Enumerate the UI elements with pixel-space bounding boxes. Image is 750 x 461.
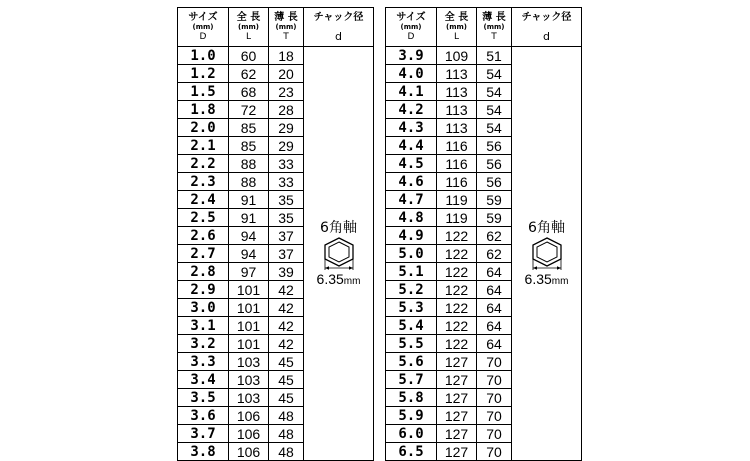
size-cell: 5.6: [386, 353, 437, 371]
size-cell: 3.8: [178, 443, 229, 461]
size-cell: 5.9: [386, 407, 437, 425]
overall-length-cell: 88: [229, 155, 269, 173]
overall-length-cell: 127: [437, 371, 477, 389]
size-cell: 4.2: [386, 101, 437, 119]
overall-length-cell: 62: [229, 65, 269, 83]
overall-length-cell: 119: [437, 209, 477, 227]
thin-length-cell: 62: [477, 245, 512, 263]
size-cell: 5.3: [386, 299, 437, 317]
thin-length-cell: 29: [269, 137, 304, 155]
thin-length-cell: 64: [477, 281, 512, 299]
thin-length-cell: 35: [269, 191, 304, 209]
overall-length-cell: 91: [229, 191, 269, 209]
size-cell: 1.5: [178, 83, 229, 101]
thin-length-cell: 64: [477, 335, 512, 353]
overall-length-cell: 103: [229, 389, 269, 407]
overall-length-cell: 122: [437, 317, 477, 335]
overall-length-cell: 122: [437, 335, 477, 353]
header-size: サイズ (mm) D: [386, 8, 437, 47]
size-cell: 1.0: [178, 47, 229, 65]
size-cell: 6.0: [386, 425, 437, 443]
thin-length-cell: 54: [477, 83, 512, 101]
size-cell: 2.6: [178, 227, 229, 245]
header-chuck-diameter: チャック径 d: [512, 8, 582, 47]
chuck-spec: [304, 221, 373, 287]
header-row: [386, 8, 582, 47]
thin-length-cell: 70: [477, 443, 512, 461]
overall-length-cell: 109: [437, 47, 477, 65]
thin-length-cell: 45: [269, 389, 304, 407]
thin-length-cell: 37: [269, 227, 304, 245]
size-cell: 2.2: [178, 155, 229, 173]
thin-length-cell: 42: [269, 299, 304, 317]
size-cell: 4.6: [386, 173, 437, 191]
overall-length-cell: 122: [437, 227, 477, 245]
overall-length-cell: 60: [229, 47, 269, 65]
overall-length-cell: 113: [437, 65, 477, 83]
header-overall-length: 全 長 (mm) L: [437, 8, 477, 47]
overall-length-cell: 113: [437, 83, 477, 101]
header-chuck-diameter: チャック径 d: [304, 8, 374, 47]
overall-length-cell: 119: [437, 191, 477, 209]
size-cell: 3.6: [178, 407, 229, 425]
drill-size-table-left: [177, 7, 374, 461]
size-cell: 4.9: [386, 227, 437, 245]
overall-length-cell: 94: [229, 245, 269, 263]
thin-length-cell: 64: [477, 299, 512, 317]
overall-length-cell: 106: [229, 443, 269, 461]
overall-length-cell: 72: [229, 101, 269, 119]
size-cell: 3.3: [178, 353, 229, 371]
thin-length-cell: 56: [477, 173, 512, 191]
overall-length-cell: 113: [437, 101, 477, 119]
thin-length-cell: 28: [269, 101, 304, 119]
thin-length-cell: 33: [269, 173, 304, 191]
overall-length-cell: 85: [229, 137, 269, 155]
header-row: [178, 8, 374, 47]
overall-length-cell: 127: [437, 407, 477, 425]
size-cell: 2.5: [178, 209, 229, 227]
thin-length-cell: 48: [269, 425, 304, 443]
thin-length-cell: 64: [477, 317, 512, 335]
size-cell: 3.4: [178, 371, 229, 389]
size-cell: 1.2: [178, 65, 229, 83]
overall-length-cell: 103: [229, 353, 269, 371]
size-cell: 5.0: [386, 245, 437, 263]
header-thin-length: 薄 長 (mm) T: [477, 8, 512, 47]
hex-shank-icon: [316, 235, 362, 271]
overall-length-cell: 113: [437, 119, 477, 137]
size-cell: 3.9: [386, 47, 437, 65]
drill-size-table-right: [385, 7, 582, 461]
thin-length-cell: 56: [477, 155, 512, 173]
header-overall-length: 全 長 (mm) L: [229, 8, 269, 47]
overall-length-cell: 116: [437, 137, 477, 155]
overall-length-cell: 116: [437, 155, 477, 173]
size-cell: 3.1: [178, 317, 229, 335]
size-cell: 2.3: [178, 173, 229, 191]
thin-length-cell: 45: [269, 353, 304, 371]
size-cell: 2.4: [178, 191, 229, 209]
thin-length-cell: 56: [477, 137, 512, 155]
hex-shank-icon: [524, 235, 570, 271]
size-cell: 6.5: [386, 443, 437, 461]
overall-length-cell: 101: [229, 317, 269, 335]
size-cell: 3.7: [178, 425, 229, 443]
thin-length-cell: 70: [477, 425, 512, 443]
thin-length-cell: 64: [477, 263, 512, 281]
overall-length-cell: 122: [437, 263, 477, 281]
size-cell: 4.4: [386, 137, 437, 155]
thin-length-cell: 59: [477, 191, 512, 209]
overall-length-cell: 106: [229, 425, 269, 443]
thin-length-cell: 62: [477, 227, 512, 245]
table-row: [386, 47, 582, 65]
overall-length-cell: 97: [229, 263, 269, 281]
thin-length-cell: 70: [477, 407, 512, 425]
overall-length-cell: 122: [437, 299, 477, 317]
size-cell: 4.5: [386, 155, 437, 173]
thin-length-cell: 42: [269, 335, 304, 353]
thin-length-cell: 33: [269, 155, 304, 173]
size-cell: 2.8: [178, 263, 229, 281]
thin-length-cell: 45: [269, 371, 304, 389]
thin-length-cell: 70: [477, 353, 512, 371]
overall-length-cell: 127: [437, 443, 477, 461]
overall-length-cell: 85: [229, 119, 269, 137]
chuck-label: 6角軸: [320, 219, 357, 236]
size-cell: 3.5: [178, 389, 229, 407]
size-cell: 5.2: [386, 281, 437, 299]
overall-length-cell: 88: [229, 173, 269, 191]
overall-length-cell: 94: [229, 227, 269, 245]
size-cell: 2.1: [178, 137, 229, 155]
thin-length-cell: 51: [477, 47, 512, 65]
thin-length-cell: 23: [269, 83, 304, 101]
thin-length-cell: 18: [269, 47, 304, 65]
chuck-cell: [304, 47, 374, 461]
thin-length-cell: 54: [477, 119, 512, 137]
size-cell: 5.1: [386, 263, 437, 281]
size-cell: 2.0: [178, 119, 229, 137]
size-cell: 2.9: [178, 281, 229, 299]
chuck-size: 6.35mm: [316, 270, 361, 287]
size-cell: 5.7: [386, 371, 437, 389]
header-size: サイズ (mm) D: [178, 8, 229, 47]
size-cell: 4.7: [386, 191, 437, 209]
overall-length-cell: 68: [229, 83, 269, 101]
size-cell: 4.8: [386, 209, 437, 227]
overall-length-cell: 106: [229, 407, 269, 425]
thin-length-cell: 54: [477, 101, 512, 119]
thin-length-cell: 37: [269, 245, 304, 263]
table-row: [178, 47, 374, 65]
size-cell: 2.7: [178, 245, 229, 263]
size-cell: 3.2: [178, 335, 229, 353]
thin-length-cell: 70: [477, 371, 512, 389]
overall-length-cell: 127: [437, 425, 477, 443]
overall-length-cell: 127: [437, 389, 477, 407]
overall-length-cell: 103: [229, 371, 269, 389]
chuck-label: 6角軸: [528, 219, 565, 236]
overall-length-cell: 122: [437, 281, 477, 299]
chuck-cell: [512, 47, 582, 461]
thin-length-cell: 39: [269, 263, 304, 281]
thin-length-cell: 35: [269, 209, 304, 227]
thin-length-cell: 29: [269, 119, 304, 137]
chuck-size: 6.35mm: [524, 270, 569, 287]
size-cell: 1.8: [178, 101, 229, 119]
thin-length-cell: 70: [477, 389, 512, 407]
overall-length-cell: 91: [229, 209, 269, 227]
thin-length-cell: 59: [477, 209, 512, 227]
overall-length-cell: 101: [229, 281, 269, 299]
overall-length-cell: 101: [229, 299, 269, 317]
overall-length-cell: 101: [229, 335, 269, 353]
overall-length-cell: 116: [437, 173, 477, 191]
size-cell: 5.8: [386, 389, 437, 407]
thin-length-cell: 54: [477, 65, 512, 83]
overall-length-cell: 122: [437, 245, 477, 263]
thin-length-cell: 42: [269, 281, 304, 299]
header-thin-length: 薄 長 (mm) T: [269, 8, 304, 47]
size-cell: 3.0: [178, 299, 229, 317]
thin-length-cell: 48: [269, 443, 304, 461]
size-cell: 4.1: [386, 83, 437, 101]
size-cell: 4.3: [386, 119, 437, 137]
size-cell: 5.5: [386, 335, 437, 353]
thin-length-cell: 42: [269, 317, 304, 335]
thin-length-cell: 20: [269, 65, 304, 83]
overall-length-cell: 127: [437, 353, 477, 371]
thin-length-cell: 48: [269, 407, 304, 425]
size-cell: 5.4: [386, 317, 437, 335]
size-cell: 4.0: [386, 65, 437, 83]
chuck-spec: [512, 221, 581, 287]
